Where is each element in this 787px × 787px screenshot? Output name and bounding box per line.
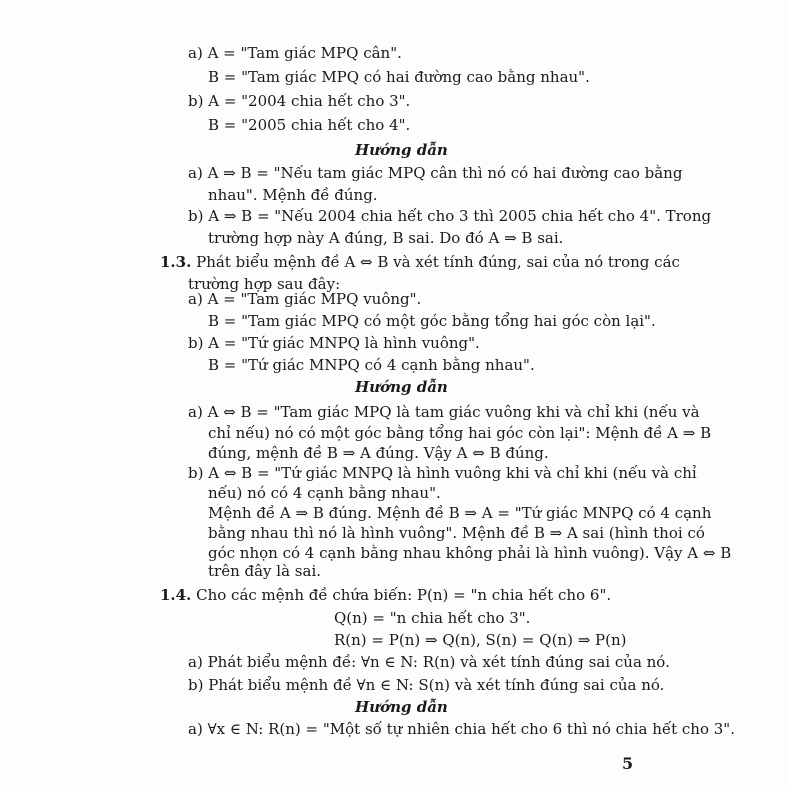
text-line: trường hợp này A đúng, B sai. Do đó A ⇒ B sai. <box>208 229 564 247</box>
section-number: 1.3. <box>160 253 192 271</box>
text-line: a) ∀x ∈ N: R(n) = "Một số tự nhiên chia hết cho 6 thì nó chia hết cho 3". <box>188 720 735 738</box>
text-line: a) Phát biểu mệnh đề: ∀n ∈ N: R(n) và xét tính đúng sai của nó. <box>188 653 670 671</box>
text-line: B = "Tứ giác MNPQ có 4 cạnh bằng nhau". <box>208 356 535 374</box>
text-line: b) A = "Tứ giác MNPQ là hình vuông". <box>188 334 480 352</box>
text-line: trên đây là sai. <box>208 562 322 580</box>
section-heading: Hướng dẫn <box>355 698 448 716</box>
text-line: a) A = "Tam giác MPQ cân". <box>188 44 402 62</box>
page-number: 5 <box>622 754 634 773</box>
text-line: Q(n) = "n chia hết cho 3". <box>334 609 531 627</box>
section-heading: Hướng dẫn <box>355 378 448 396</box>
exercise-1-3 <box>160 253 680 271</box>
text-line: góc nhọn có 4 cạnh bằng nhau không phải là hình vuông). Vậy A ⇔ B <box>208 544 732 562</box>
text-line: b) Phát biểu mệnh đề ∀n ∈ N: S(n) và xét tính đúng sai của nó. <box>188 676 665 694</box>
text-line: Mệnh đề A ⇒ B đúng. Mệnh đề B ⇒ A = "Tứ giác MNPQ có 4 cạnh <box>208 504 712 522</box>
text-line: bằng nhau thì nó là hình vuông". Mệnh đề B ⇒ A sai (hình thoi có <box>208 524 705 542</box>
section-heading: Hướng dẫn <box>355 141 448 159</box>
text-line: nhau". Mệnh đề đúng. <box>208 186 378 204</box>
text-line: Cho các mệnh đề chứa biến: P(n) = "n chia hết cho 6". <box>196 586 612 604</box>
exercise-1-4 <box>160 586 611 604</box>
text-line: B = "Tam giác MPQ có một góc bằng tổng hai góc còn lại". <box>208 312 656 330</box>
section-number: 1.4. <box>160 586 192 604</box>
text-line: b) A = "2004 chia hết cho 3". <box>188 92 411 110</box>
text-line: Phát biểu mệnh đề A ⇔ B và xét tính đúng, sai của nó trong các <box>196 253 680 271</box>
text-line: chỉ nếu) nó có một góc bằng tổng hai góc còn lại": Mệnh đề A ⇒ B <box>208 424 712 442</box>
text-line: R(n) = P(n) ⇒ Q(n), S(n) = Q(n) ⇒ P(n) <box>334 631 627 649</box>
text-line: a) A = "Tam giác MPQ vuông". <box>188 290 422 308</box>
text-line: trường hợp sau đây: <box>188 275 341 293</box>
text-line: đúng, mệnh đề B ⇒ A đúng. Vậy A ⇔ B đúng. <box>208 444 549 462</box>
text-line: a) A ⇒ B = "Nếu tam giác MPQ cân thì nó có hai đường cao bằng <box>188 164 683 182</box>
text-line: nếu) nó có 4 cạnh bằng nhau". <box>208 484 441 502</box>
text-line: b) A ⇒ B = "Nếu 2004 chia hết cho 3 thì 2005 chia hết cho 4". Trong <box>188 207 712 225</box>
text-line: B = "Tam giác MPQ có hai đường cao bằng nhau". <box>208 68 590 86</box>
text-line: B = "2005 chia hết cho 4". <box>208 116 411 134</box>
text-line: a) A ⇔ B = "Tam giác MPQ là tam giác vuông khi và chỉ khi (nếu và <box>188 403 700 421</box>
text-line: b) A ⇔ B = "Tứ giác MNPQ là hình vuông khi và chỉ khi (nếu và chỉ <box>188 464 697 482</box>
